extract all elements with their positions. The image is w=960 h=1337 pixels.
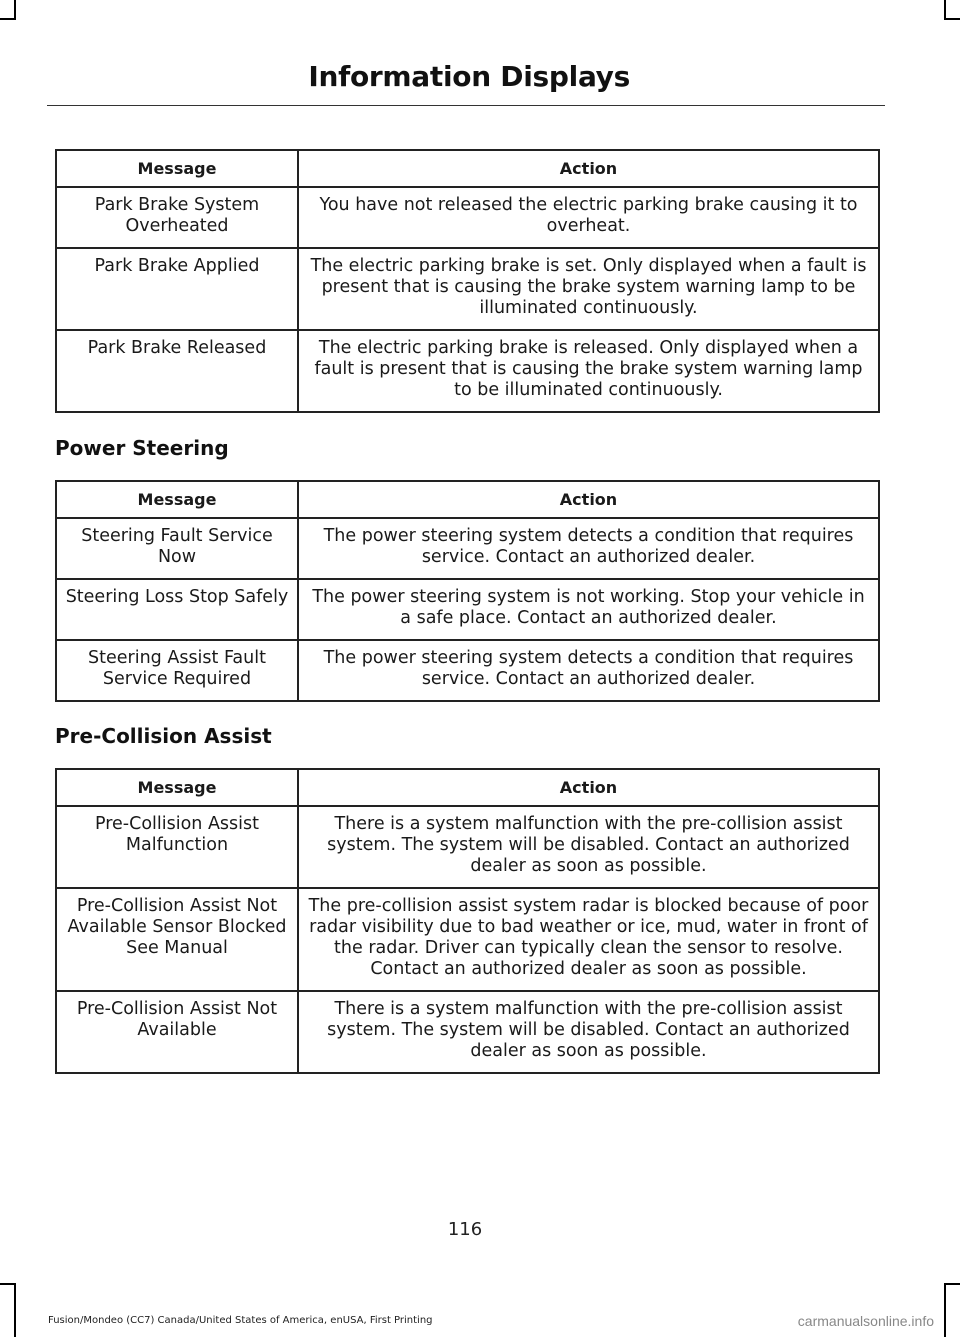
power-steering-table — [55, 480, 880, 702]
column-header-message: Message — [56, 481, 298, 518]
table-header-row — [56, 150, 879, 187]
crop-mark-top-left-h — [0, 18, 16, 20]
message-cell: Park Brake Released — [56, 330, 298, 412]
title-divider — [47, 105, 885, 106]
column-header-action: Action — [298, 150, 879, 187]
action-cell: The electric parking brake is set. Only displayed when a fault is present that is causing the brake system warning lamp to be illuminated continuously. — [298, 248, 879, 330]
crop-mark-top-right-h — [944, 18, 960, 20]
column-header-message: Message — [56, 150, 298, 187]
table-row — [56, 187, 879, 248]
column-header-action: Action — [298, 769, 879, 806]
table-row — [56, 518, 879, 579]
table-row — [56, 579, 879, 640]
message-cell: Steering Loss Stop Safely — [56, 579, 298, 640]
column-header-action: Action — [298, 481, 879, 518]
action-cell: There is a system malfunction with the pre-collision assist system. The system will be disabled. Contact an authorized dealer as soon as possible. — [298, 991, 879, 1073]
crop-mark-bottom-right-h — [944, 1283, 960, 1285]
table-header-row — [56, 769, 879, 806]
table-row — [56, 248, 879, 330]
message-cell: Steering Assist Fault Service Required — [56, 640, 298, 701]
page-title: Information Displays — [308, 60, 630, 93]
action-cell: The power steering system detects a condition that requires service. Contact an authorized dealer. — [298, 640, 879, 701]
table-row — [56, 640, 879, 701]
action-cell: The electric parking brake is released. Only displayed when a fault is present that is causing the brake system warning lamp to be illuminated continuously. — [298, 330, 879, 412]
crop-mark-bottom-left-h — [0, 1283, 16, 1285]
message-cell: Pre-Collision Assist Malfunction — [56, 806, 298, 888]
footer-edition-text: Fusion/Mondeo (CC7) Canada/United States of America, enUSA, First Printing — [48, 1315, 433, 1326]
message-cell: Pre-Collision Assist Not Available Sensor Blocked See Manual — [56, 888, 298, 991]
action-cell: The power steering system detects a condition that requires service. Contact an authorized dealer. — [298, 518, 879, 579]
message-cell: Park Brake Applied — [56, 248, 298, 330]
action-cell: The pre-collision assist system radar is blocked because of poor radar visibility due to bad weather or ice, mud, water in front of the radar. Driver can typically clean the sensor to resolve. Contact an authorized dealer as soon as possible. — [298, 888, 879, 991]
crop-mark-bottom-right — [944, 1283, 946, 1337]
watermark: carmanualsonline.info — [797, 1313, 934, 1329]
action-cell: The power steering system is not working. Stop your vehicle in a safe place. Contact an authorized dealer. — [298, 579, 879, 640]
action-cell: You have not released the electric parking brake causing it to overheat. — [298, 187, 879, 248]
table-row — [56, 991, 879, 1073]
message-cell: Pre-Collision Assist Not Available — [56, 991, 298, 1073]
crop-mark-bottom-left — [14, 1283, 16, 1337]
message-cell: Park Brake System Overheated — [56, 187, 298, 248]
crop-mark-top-right — [944, 0, 946, 20]
page-number: 116 — [447, 1219, 483, 1240]
message-cell: Steering Fault Service Now — [56, 518, 298, 579]
pre-collision-table — [55, 768, 880, 1074]
table-row — [56, 806, 879, 888]
section-heading-power-steering: Power Steering — [55, 436, 229, 460]
section-heading-pre-collision: Pre-Collision Assist — [55, 724, 272, 748]
park-brake-table — [55, 149, 880, 413]
table-header-row — [56, 481, 879, 518]
table-row — [56, 888, 879, 991]
column-header-message: Message — [56, 769, 298, 806]
crop-mark-top-left — [14, 0, 16, 20]
action-cell: There is a system malfunction with the pre-collision assist system. The system will be disabled. Contact an authorized dealer as soon as possible. — [298, 806, 879, 888]
table-row — [56, 330, 879, 412]
